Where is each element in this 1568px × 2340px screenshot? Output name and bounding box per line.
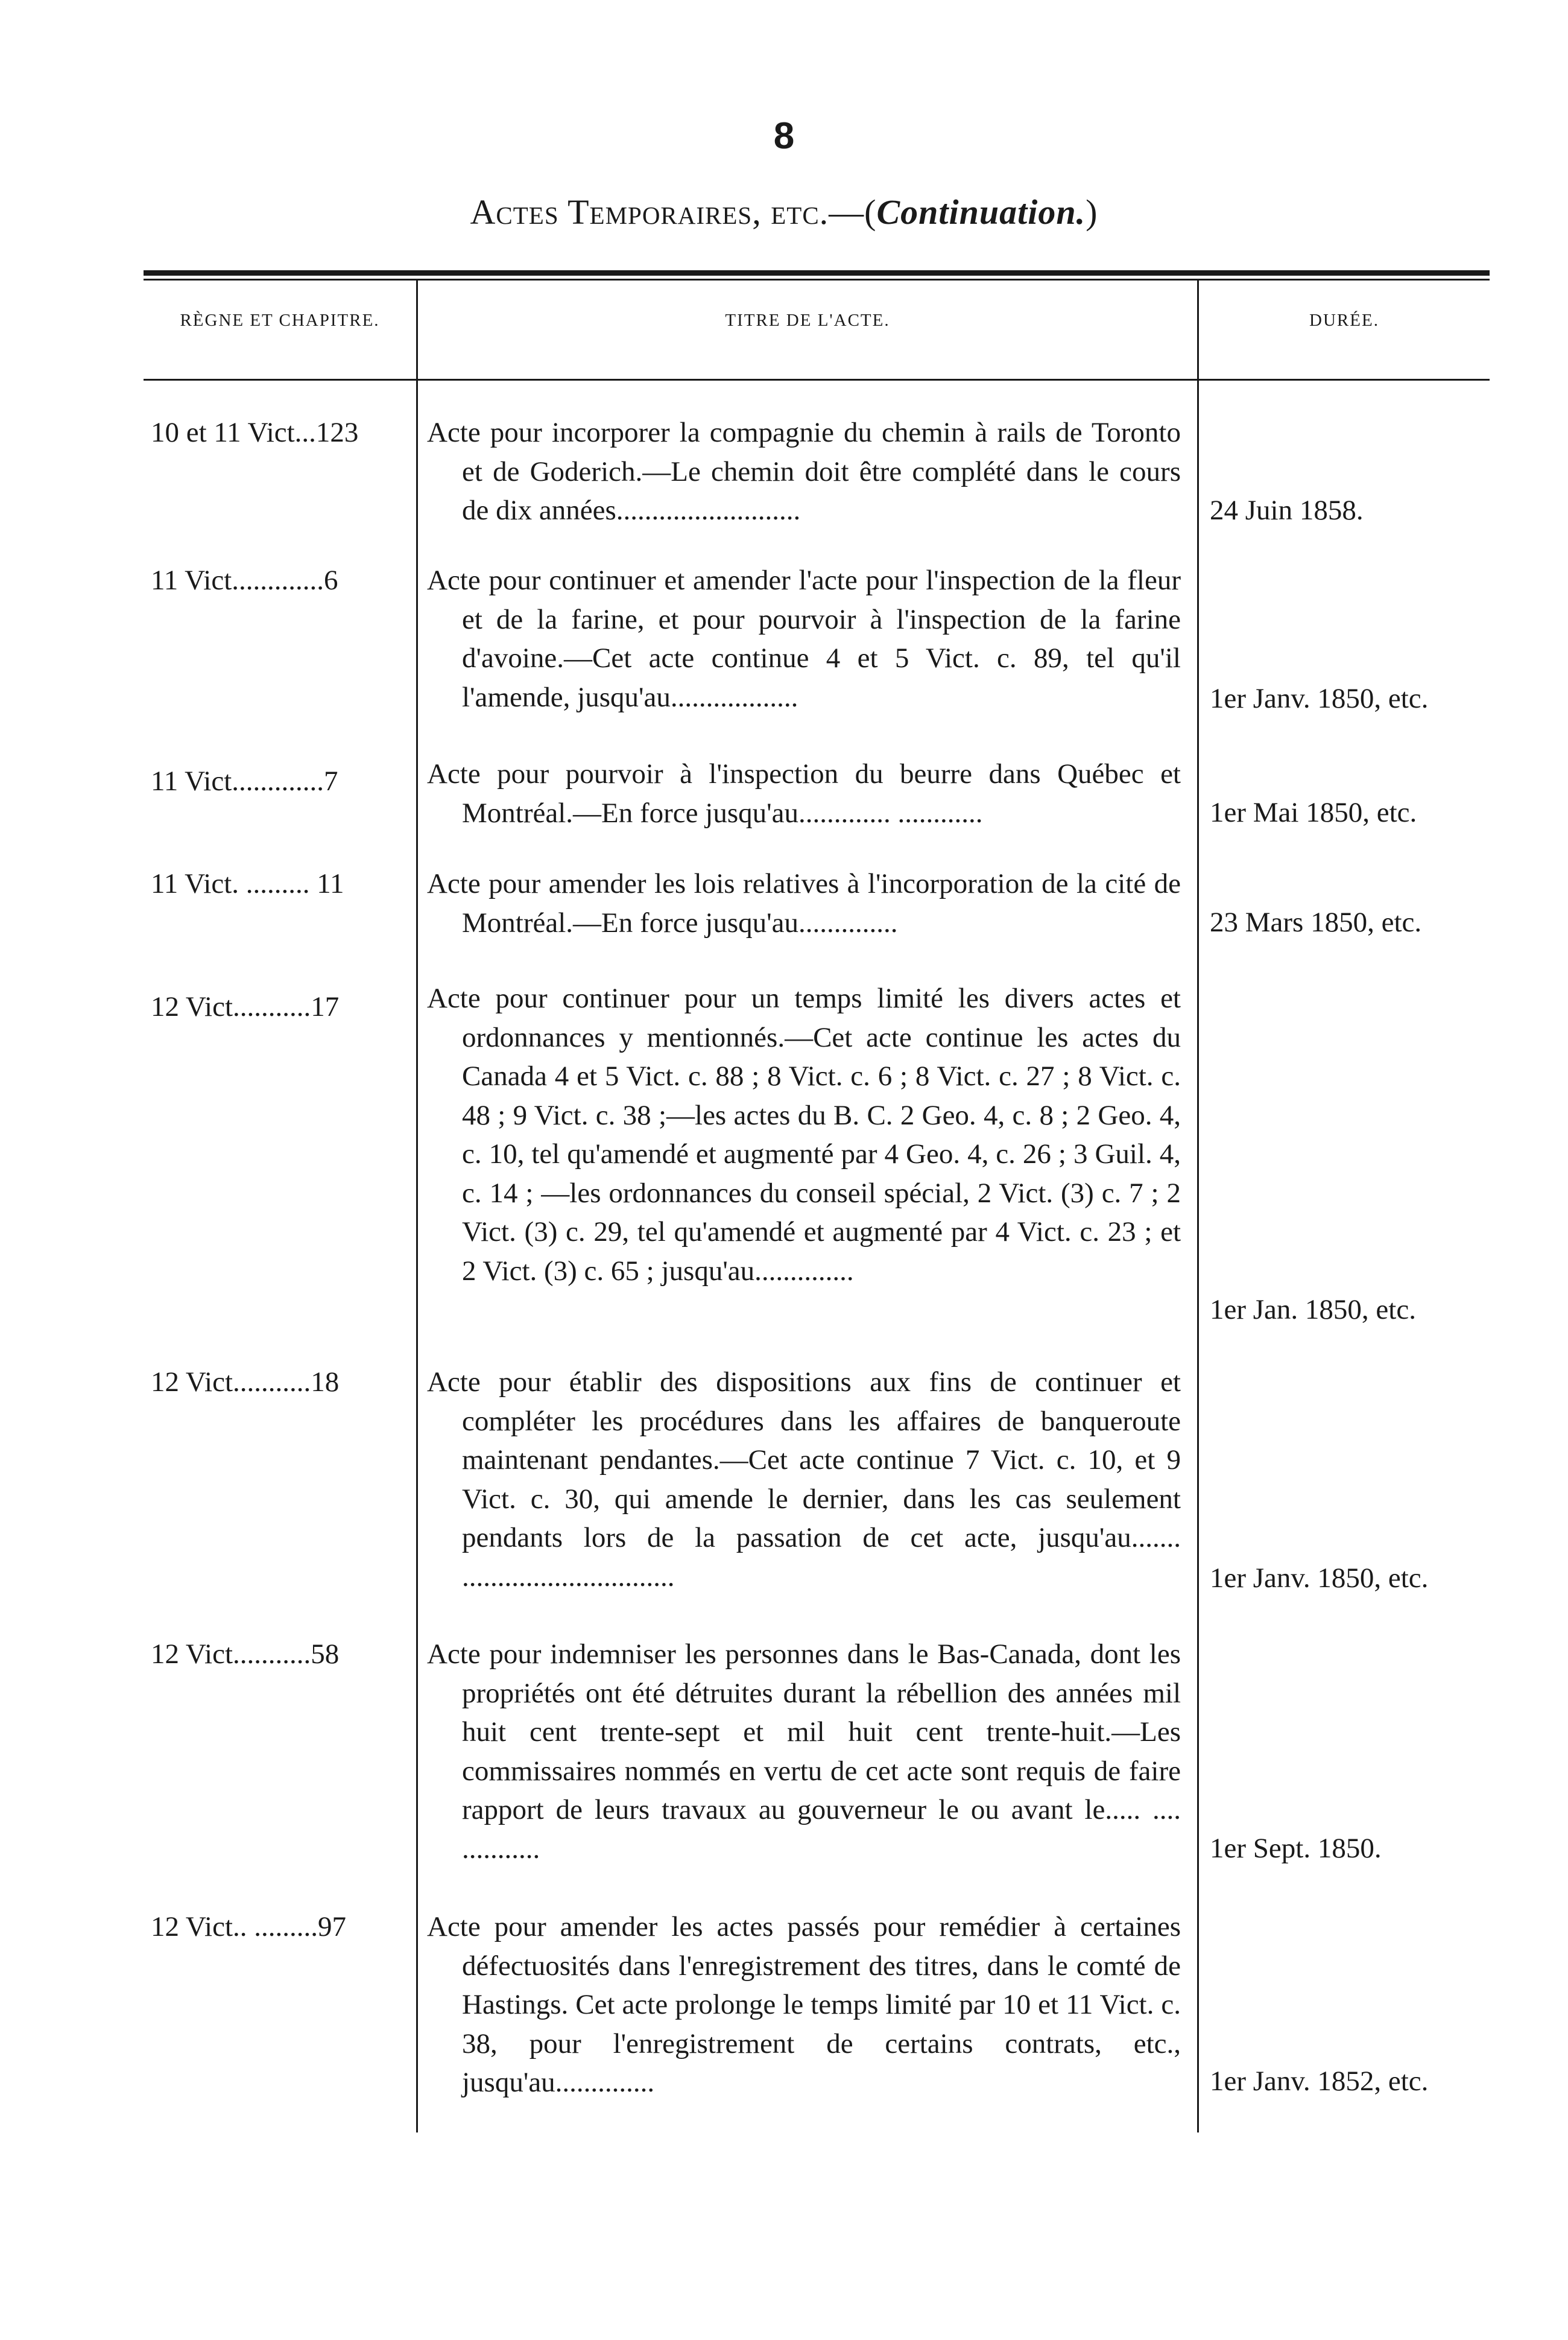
titre-acte: Acte pour établir des dispositions aux fins de continuer et compléter les procédures dans les affaires de banqueroute maintenant pendantes.—Cet acte continue 7 Vict. c. 10, et 9 Vict. c. 30, qui amende le dernier, dans les cas seulement pendants lors de la passation de cet acte, jusqu'au....... ..............................	[427, 1366, 1181, 1593]
duree: 23 Mars 1850, etc.	[1210, 907, 1422, 938]
running-title-main: Actes Temporaires, etc.—(	[470, 192, 877, 232]
duree: 1er Janv. 1850, etc.	[1210, 1562, 1429, 1594]
titre-acte: Acte pour incorporer la compagnie du chemin à rails de Toronto et de Goderich.—Le chemin doit être complété dans le cours de dix années..........................	[427, 417, 1181, 526]
page-number: 8	[773, 115, 795, 157]
column-divider-left	[416, 281, 418, 2132]
regne-chapitre: 12 Vict.. .........97	[151, 1911, 346, 1942]
regne-chapitre: 12 Vict...........17	[151, 991, 340, 1023]
regne-chapitre: 11 Vict.............7	[151, 766, 338, 797]
titre-acte: Acte pour continuer pour un temps limité les divers actes et ordonnances y mentionnés.—Cet acte continue les actes du Canada 4 et 5 Vict. c. 88 ; 8 Vict. c. 6 ; 8 Vict. c. 27 ; 8 Vict. c. 48 ; 9 Vict. c. 38 ;—les actes du B. C. 2 Geo. 4, c. 8 ; 2 Geo. 4, c. 10, tel qu'amendé et augmenté par 4 Geo. 4, c. 26 ; 3 Guil. 4, c. 14 ; —les ordonnances du conseil spécial, 2 Vict. (3) c. 7 ; 2 Vict. (3) c. 29, tel qu'amendé et augmenté par 4 Vict. c. 23 ; et 2 Vict. (3) c. 65 ; jusqu'au..............	[427, 983, 1181, 1287]
titre-acte: Acte pour continuer et amender l'acte pour l'inspection de la fleur et de la farine, et pour pourvoir à l'inspection de la farine d'avoine.—Cet acte continue 4 et 5 Vict. c. 89, tel qu'il l'amende, jusqu'au..................	[427, 565, 1181, 713]
regne-chapitre: 11 Vict.............6	[151, 565, 338, 596]
regne-chapitre: 12 Vict...........58	[151, 1638, 340, 1670]
regne-chapitre: 12 Vict...........18	[151, 1366, 340, 1398]
duree: 1er Janv. 1850, etc.	[1210, 683, 1429, 714]
titre-acte: Acte pour amender les lois relatives à l'incorporation de la cité de Montréal.—En force jusqu'au..............	[427, 868, 1181, 939]
titre-acte: Acte pour pourvoir à l'inspection du beurre dans Québec et Montréal.—En force jusqu'au............. ............	[427, 758, 1181, 829]
column-header-titre: TITRE DE L'ACTE.	[725, 311, 890, 330]
column-divider-right	[1197, 281, 1199, 2132]
titre-acte: Acte pour amender les actes passés pour remédier à certaines défectuosités dans l'enregistrement des titres, dans le comté de Hastings. Cet acte prolonge le temps limité par 10 et 11 Vict. c. 38, pour l'enregistrement de certains contrats, etc., jusqu'au..............	[427, 1911, 1181, 2098]
top-rule-thin	[144, 279, 1490, 281]
column-header-duree: DURÉE.	[1309, 311, 1379, 330]
duree: 1er Jan. 1850, etc.	[1210, 1294, 1416, 1325]
running-title	[0, 192, 1568, 232]
regne-chapitre: 11 Vict. ......... 11	[151, 868, 344, 899]
duree: 1er Mai 1850, etc.	[1210, 797, 1417, 828]
top-rule-thick	[144, 270, 1490, 276]
column-header-regne: RÈGNE ET CHAPITRE.	[180, 311, 380, 330]
running-title-continuation: Continuation.	[876, 192, 1086, 232]
header-rule	[144, 379, 1490, 381]
regne-chapitre: 10 et 11 Vict...123	[151, 417, 359, 448]
duree: 1er Janv. 1852, etc.	[1210, 2066, 1429, 2097]
titre-acte: Acte pour indemniser les personnes dans le Bas-Canada, dont les propriétés ont été détruites durant la rébellion des années mil huit cent trente-sept et mil huit cent trente-huit.—Les commissaires nommés en vertu de cet acte sont requis de faire rapport de leurs travaux au gouverneur le ou avant le..... .... ...........	[427, 1638, 1181, 1865]
running-title-close: )	[1086, 192, 1098, 232]
duree: 24 Juin 1858.	[1210, 495, 1364, 526]
duree: 1er Sept. 1850.	[1210, 1833, 1382, 1864]
